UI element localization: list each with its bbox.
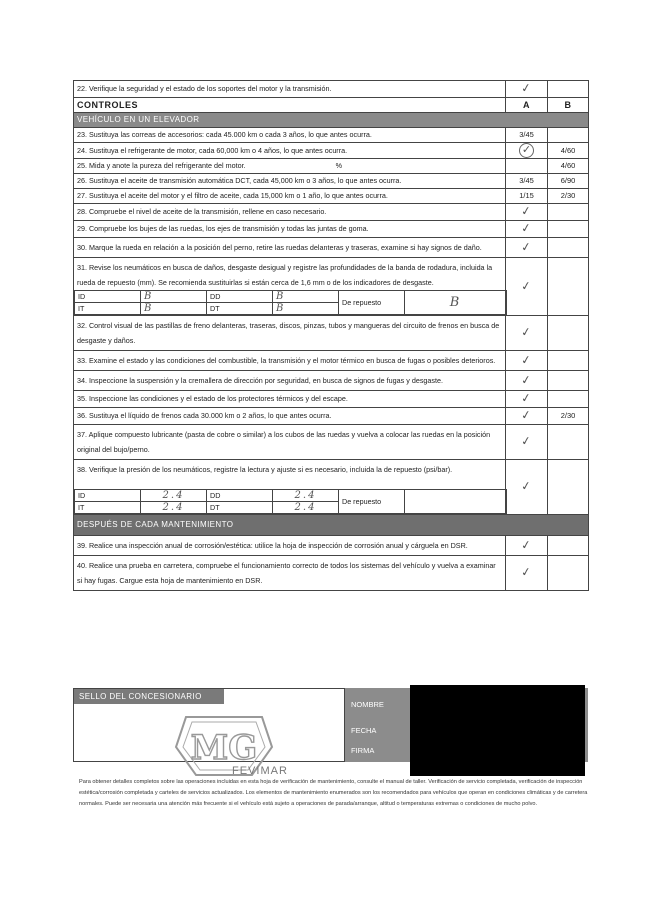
- cell-b: 4/60: [548, 159, 589, 174]
- maintenance-sheet: [73, 80, 588, 591]
- tyre-label-id: ID: [75, 490, 141, 502]
- table-row: [74, 425, 589, 460]
- task-text: 35. Inspeccione las condiciones y el estado de los protectores térmicos y del escape.: [74, 391, 506, 408]
- cell-b: [548, 204, 589, 221]
- section-header-row: [74, 515, 589, 536]
- table-row: [74, 204, 589, 221]
- table-row: [74, 189, 589, 204]
- task-text: 27. Sustituya el aceite del motor y el filtro de aceite, cada 15,000 km o 1 año, lo que antes ocurra.: [74, 189, 506, 204]
- task-text: 40. Realice una prueba en carretera, compruebe el funcionamiento correcto de todos los sistemas del vehículo y vuelva a examinar si hay fugas. Cargue esta hoja de mantenimiento en DSR.: [74, 556, 506, 591]
- date-label: FECHA: [351, 726, 377, 735]
- cell-b: 2/30: [548, 408, 589, 425]
- task-cell: [74, 159, 506, 174]
- task-text: 22. Verifique la seguridad y el estado de los soportes del motor y la transmisión.: [74, 81, 506, 98]
- tyre-pressure-cell: [74, 460, 506, 515]
- check-mark: ✓: [520, 536, 533, 553]
- check-mark: ✓: [520, 238, 533, 255]
- task-text: 23. Sustituya las correas de accesorios: cada 45.000 km o cada 3 años, lo que antes ocurra.: [74, 128, 506, 143]
- table-row: [74, 128, 589, 143]
- cell-b: [548, 258, 589, 316]
- table-row-tyre-pressure: [74, 460, 589, 515]
- dealer-stamp-area: [73, 688, 345, 777]
- table-row: [74, 536, 589, 556]
- tyre-pressure-id: 2.4: [162, 490, 185, 501]
- task-text: 31. Revise los neumáticos en busca de daños, desgaste desigual y registre las profundidades de la banda de rodadura, incluida la rueda de repuesto (mm). Se recomienda sustituirlas si están cerca de 1,6 mm o de los indicadores de desgaste.: [77, 263, 493, 287]
- table-row: [74, 351, 589, 371]
- tyre-depth-dt: B: [276, 303, 286, 314]
- cell-a: [506, 159, 548, 174]
- controls-header: CONTROLES: [74, 98, 506, 113]
- cell-b: [548, 351, 589, 371]
- check-mark: ✓: [520, 220, 533, 236]
- section-header-row: [74, 113, 589, 128]
- task-text: 36. Sustituya el líquido de frenos cada 30.000 km o 2 años, lo que antes ocurra.: [74, 408, 506, 425]
- svg-text:MG: MG: [190, 728, 258, 768]
- table-row: [74, 174, 589, 189]
- task-text: 24. Sustituya el refrigerante de motor, cada 60,000 km o 4 años, lo que antes ocurra.: [74, 143, 506, 159]
- check-mark: ✓: [520, 203, 533, 219]
- spare-label: De repuesto: [339, 291, 405, 315]
- table-row-tyre-depth: [74, 258, 589, 316]
- table-row: [74, 391, 589, 408]
- check-mark: ✓: [520, 478, 533, 494]
- section-after-header: DESPUÉS DE CADA MANTENIMIENTO: [74, 515, 589, 536]
- tyre-pressure-it: 2.4: [162, 502, 185, 513]
- controls-table: [73, 80, 589, 591]
- table-row: [74, 556, 589, 591]
- task-text: 33. Examine el estado y las condiciones del combustible, la transmisión y el motor térmico en busca de fugas o posibles deterioros.: [74, 351, 506, 371]
- redaction-box: [410, 685, 585, 776]
- cell-b: [548, 425, 589, 460]
- table-row: [74, 221, 589, 238]
- cell-b: [548, 81, 589, 98]
- cell-b: 2/30: [548, 189, 589, 204]
- task-text: 38. Verifique la presión de los neumáticos, registre la lectura y ajuste si es necesario, incluida la de repuesto (psi/bar).: [77, 465, 453, 474]
- check-mark: ✓: [520, 324, 533, 340]
- section-lift-header: VEHÍCULO EN UN ELEVADOR: [74, 113, 589, 128]
- tyre-pressure-dt: 2.4: [294, 502, 317, 513]
- tyre-pressure-grid: [74, 489, 507, 514]
- tyre-depth-cell: [74, 258, 506, 316]
- tyre-label-id: ID: [75, 291, 141, 303]
- check-mark: ✓: [520, 371, 533, 388]
- cell-b: 6/90: [548, 174, 589, 189]
- table-row: [74, 159, 589, 174]
- name-label: NOMBRE: [351, 700, 384, 709]
- table-row: [74, 316, 589, 351]
- tyre-depth-dd: B: [276, 291, 286, 302]
- task-text: 32. Control visual de las pastillas de freno delanteras, traseras, discos, pinzas, tubos y mangueras del circuito de frenos en busca de desgaste y daños.: [74, 316, 506, 351]
- circled-check-mark: ✓: [519, 143, 534, 158]
- cell-b: [548, 556, 589, 591]
- tyre-depth-spare: B: [449, 294, 462, 310]
- footnote: Para obtener detalles completos sobre las operaciones incluidas en esta hoja de verificación de mantenimiento, consulte el manual de taller. Verificación de servicio completada, verificación de inspección estética/corrosión completada y carteles de servicios actualizados. Los elementos de mantenimiento enumerados son los recomendados para vehículos que operan en condiciones climáticas y de carretera normales. Puede ser necesaria una atención más frecuente si el vehículo está sujeto a operaciones de parada/arranque, altitud o temperaturas extremas o condiciones de mucho polvo.: [79, 779, 588, 807]
- signature-label: FIRMA: [351, 746, 375, 755]
- column-a-header: A: [506, 98, 548, 113]
- tyre-pressure-spare: [405, 490, 507, 514]
- cell-b: [548, 221, 589, 238]
- task-text: 39. Realice una inspección anual de corrosión/estética: utilice la hoja de inspección de corrosión anual y cárguela en DSR.: [74, 536, 506, 556]
- check-mark: ✓: [520, 351, 533, 368]
- tyre-label-dt: DT: [207, 502, 273, 514]
- check-mark: ✓: [520, 433, 533, 449]
- tyre-depth-grid: [74, 290, 507, 315]
- cell-b: [548, 460, 589, 515]
- stamp-text: FEVIMAR: [232, 765, 288, 777]
- tyre-depth-id: B: [144, 291, 154, 302]
- controls-header-row: [74, 98, 589, 113]
- tyre-label-it: IT: [75, 502, 141, 514]
- check-mark: ✓: [520, 390, 533, 406]
- table-row: [74, 408, 589, 425]
- check-mark: ✓: [520, 564, 533, 580]
- cell-b: [548, 238, 589, 258]
- table-row: [74, 238, 589, 258]
- tyre-depth-it: B: [144, 303, 154, 314]
- table-row: [74, 81, 589, 98]
- cell-a: 3/45: [506, 174, 548, 189]
- check-mark: ✓: [520, 407, 533, 423]
- task-text: 26. Sustituya el aceite de transmisión automática DCT, cada 45,000 km o 3 años, lo que antes ocurra.: [74, 174, 506, 189]
- spare-label: De repuesto: [339, 490, 405, 514]
- column-b-header: B: [548, 98, 589, 113]
- table-row: [74, 371, 589, 391]
- task-text: 34. Inspeccione la suspensión y la cremallera de dirección por seguridad, en busca de signos de fugas y desgaste.: [74, 371, 506, 391]
- cell-b: [548, 371, 589, 391]
- cell-b: [548, 316, 589, 351]
- percent-sign: %: [335, 161, 343, 170]
- dealer-stamp-title: SELLO DEL CONCESIONARIO: [74, 689, 224, 704]
- table-row: [74, 143, 589, 159]
- check-mark: ✓: [520, 80, 533, 96]
- cell-b: [548, 536, 589, 556]
- cell-b: [548, 128, 589, 143]
- cell-a: 1/15: [506, 189, 548, 204]
- task-text: 30. Marque la rueda en relación a la posición del perno, retire las ruedas delanteras y traseras, examine si hay signos de daño.: [74, 238, 506, 258]
- task-text: 37. Aplique compuesto lubricante (pasta de cobre o similar) a los cubos de las ruedas y vuelva a colocar las ruedas en la posición original del bujo/perno.: [74, 425, 506, 460]
- tyre-pressure-dd: 2.4: [294, 490, 317, 501]
- check-mark: ✓: [520, 277, 533, 294]
- tyre-label-dd: DD: [207, 490, 273, 502]
- task-text: 28. Compruebe el nivel de aceite de la transmisión, rellene en caso necesario.: [74, 204, 506, 221]
- tyre-label-dt: DT: [207, 303, 273, 315]
- tyre-label-dd: DD: [207, 291, 273, 303]
- task-text: 25. Mida y anote la pureza del refrigerante del motor.: [77, 161, 246, 170]
- task-text: 29. Compruebe los bujes de las ruedas, los ejes de transmisión y todas las juntas de goma.: [74, 221, 506, 238]
- cell-a: 3/45: [506, 128, 548, 143]
- tyre-label-it: IT: [75, 303, 141, 315]
- cell-b: 4/60: [548, 143, 589, 159]
- cell-b: [548, 391, 589, 408]
